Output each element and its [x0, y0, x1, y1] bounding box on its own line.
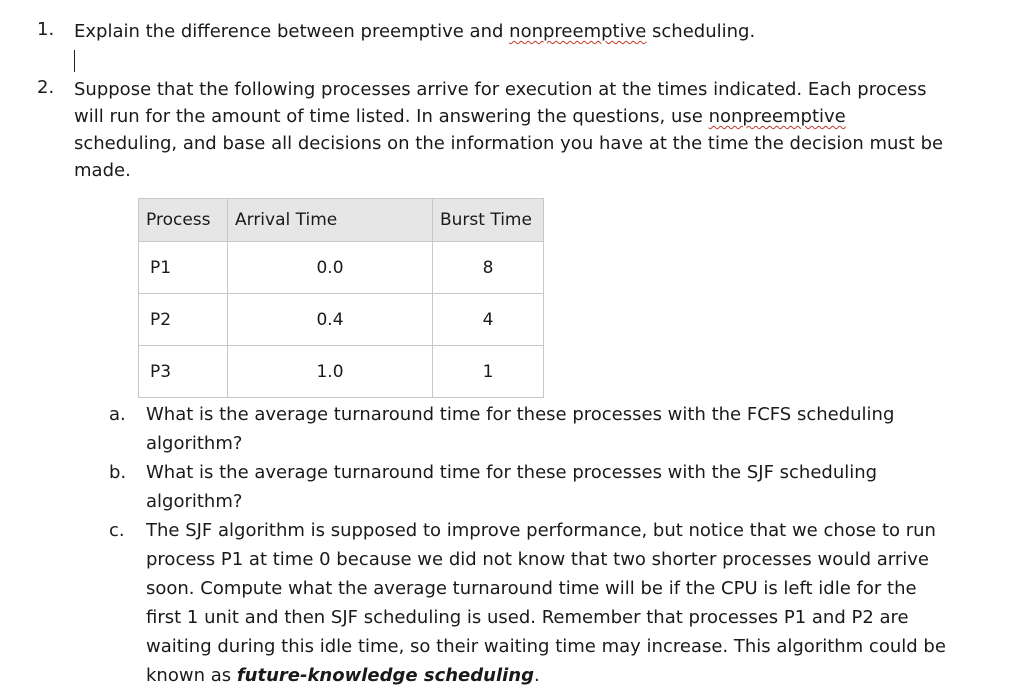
cell-process: P2 — [139, 294, 228, 346]
subquestion-text-part: known as — [146, 665, 237, 686]
question-2-line: made. — [74, 160, 131, 181]
subquestion-c-text — [146, 516, 946, 690]
subquestion-b-label: b. — [109, 462, 127, 483]
cell-process: P3 — [139, 346, 228, 398]
subquestion-line: algorithm? — [146, 433, 243, 454]
question-2-text — [74, 76, 943, 184]
subquestion-line — [146, 661, 946, 690]
subquestion-a-label: a. — [109, 404, 126, 425]
spellcheck-word[interactable]: nonpreemptive — [509, 21, 647, 42]
question-2-line — [74, 103, 943, 130]
question-2-line: Suppose that the following processes arrive for execution at the times indicated. Each process — [74, 79, 927, 100]
question-1-number: 1. — [37, 19, 55, 40]
table-row — [139, 346, 544, 398]
subquestion-c-label: c. — [109, 520, 125, 541]
subquestion-line: soon. Compute what the average turnaround time will be if the CPU is left idle for the — [146, 578, 917, 599]
cell-arrival-time: 0.4 — [228, 294, 433, 346]
subquestion-line: What is the average turnaround time for these processes with the FCFS scheduling — [146, 404, 895, 425]
text-cursor — [74, 50, 75, 72]
cell-arrival-time: 0.0 — [228, 242, 433, 294]
subquestion-a-text — [146, 400, 946, 458]
table-header-row — [139, 199, 544, 242]
subquestion-line: process P1 at time 0 because we did not know that two shorter processes would arrive — [146, 549, 929, 570]
question-1-text-part: scheduling. — [646, 21, 756, 42]
question-1-text-part: Explain the difference between preemptive and — [74, 21, 510, 42]
header-burst-time: Burst Time — [433, 199, 544, 242]
subquestion-b-text — [146, 458, 946, 516]
subquestion-line: algorithm? — [146, 491, 243, 512]
header-process: Process — [139, 199, 228, 242]
emphasized-term: future-knowledge scheduling — [236, 665, 534, 686]
subquestion-line: waiting during this idle time, so their waiting time may increase. This algorithm could be — [146, 636, 946, 657]
subquestion-line: The SJF algorithm is supposed to improve performance, but notice that we chose to run — [146, 520, 936, 541]
table-row — [139, 294, 544, 346]
table-row — [139, 242, 544, 294]
subquestion-line: first 1 unit and then SJF scheduling is used. Remember that processes P1 and P2 are — [146, 607, 909, 628]
process-table — [138, 198, 544, 398]
question-2-line: scheduling, and base all decisions on the information you have at the time the decision must be — [74, 133, 944, 154]
subquestion-text-part: . — [534, 665, 540, 686]
cell-process: P1 — [139, 242, 228, 294]
question-2-number: 2. — [37, 77, 55, 98]
question-1-text — [74, 18, 755, 45]
cell-arrival-time: 1.0 — [228, 346, 433, 398]
spellcheck-word[interactable]: nonpreemptive — [708, 106, 846, 127]
question-2-text-part: will run for the amount of time listed. In answering the questions, use — [74, 106, 709, 127]
cell-burst-time: 4 — [433, 294, 544, 346]
cell-burst-time: 1 — [433, 346, 544, 398]
cell-burst-time: 8 — [433, 242, 544, 294]
header-arrival-time: Arrival Time — [228, 199, 433, 242]
subquestion-line: What is the average turnaround time for these processes with the SJF scheduling — [146, 462, 878, 483]
